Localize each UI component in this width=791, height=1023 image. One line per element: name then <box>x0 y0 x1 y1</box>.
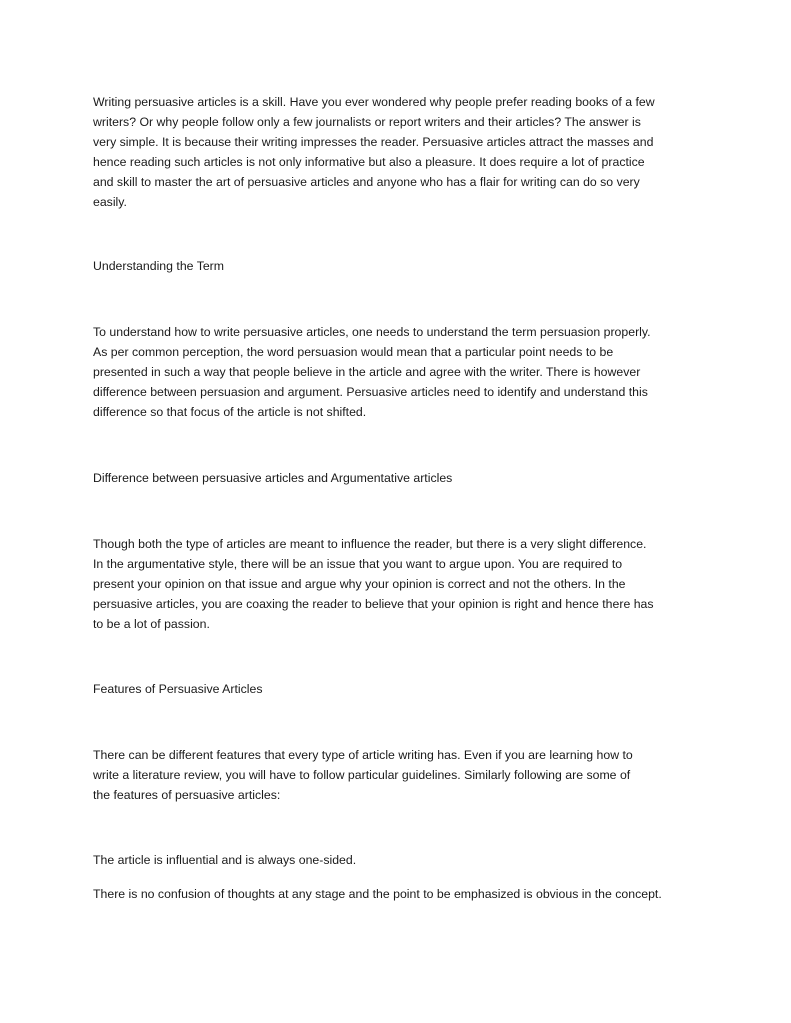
heading-features <box>93 679 713 699</box>
understanding-paragraph <box>93 322 713 422</box>
feature-one-sided <box>93 850 713 870</box>
text-line: easily. <box>93 195 127 209</box>
text-line: There can be different features that every type of article writing has. Even if you are learning how to <box>93 748 633 762</box>
features-paragraph <box>93 745 713 805</box>
text-line: difference between persuasion and argument. Persuasive articles need to identify and understand this <box>93 385 648 399</box>
text-line: Writing persuasive articles is a skill. Have you ever wondered why people prefer reading books of a few <box>93 95 655 109</box>
intro-paragraph <box>93 92 713 212</box>
text-line: write a literature review, you will have to follow particular guidelines. Similarly following are some of <box>93 768 631 782</box>
text-line: difference so that focus of the article is not shifted. <box>93 405 367 419</box>
heading-text: Features of Persuasive Articles <box>93 682 263 696</box>
heading-text: Difference between persuasive articles and Argumentative articles <box>93 471 453 485</box>
text-line: to be a lot of passion. <box>93 617 210 631</box>
difference-paragraph <box>93 534 713 634</box>
text-line: To understand how to write persuasive articles, one needs to understand the term persuasion properly. <box>93 325 651 339</box>
heading-understanding-the-term <box>93 256 713 276</box>
text-line: presented in such a way that people believe in the article and agree with the writer. There is however <box>93 365 641 379</box>
text-line: the features of persuasive articles: <box>93 788 281 802</box>
feature-no-confusion <box>93 884 713 904</box>
text-line: present your opinion on that issue and argue why your opinion is correct and not the others. In the <box>93 577 626 591</box>
heading-difference <box>93 468 713 488</box>
text-line: writers? Or why people follow only a few journalists or report writers and their articles? The answer is <box>93 115 641 129</box>
text-line: and skill to master the art of persuasive articles and anyone who has a flair for writing can do so very <box>93 175 640 189</box>
text-line: persuasive articles, you are coaxing the reader to believe that your opinion is right and hence there has <box>93 597 654 611</box>
text-line: As per common perception, the word persuasion would mean that a particular point needs to be <box>93 345 614 359</box>
text-line: very simple. It is because their writing impresses the reader. Persuasive articles attract the masses and <box>93 135 654 149</box>
text-line: In the argumentative style, there will be an issue that you want to argue upon. You are required to <box>93 557 623 571</box>
text-line: There is no confusion of thoughts at any stage and the point to be emphasized is obvious in the concept. <box>93 887 662 901</box>
text-line: Though both the type of articles are meant to influence the reader, but there is a very slight difference. <box>93 537 647 551</box>
text-line: The article is influential and is always one-sided. <box>93 853 357 867</box>
text-line: hence reading such articles is not only informative but also a pleasure. It does require a lot of practice <box>93 155 645 169</box>
heading-text: Understanding the Term <box>93 259 225 273</box>
